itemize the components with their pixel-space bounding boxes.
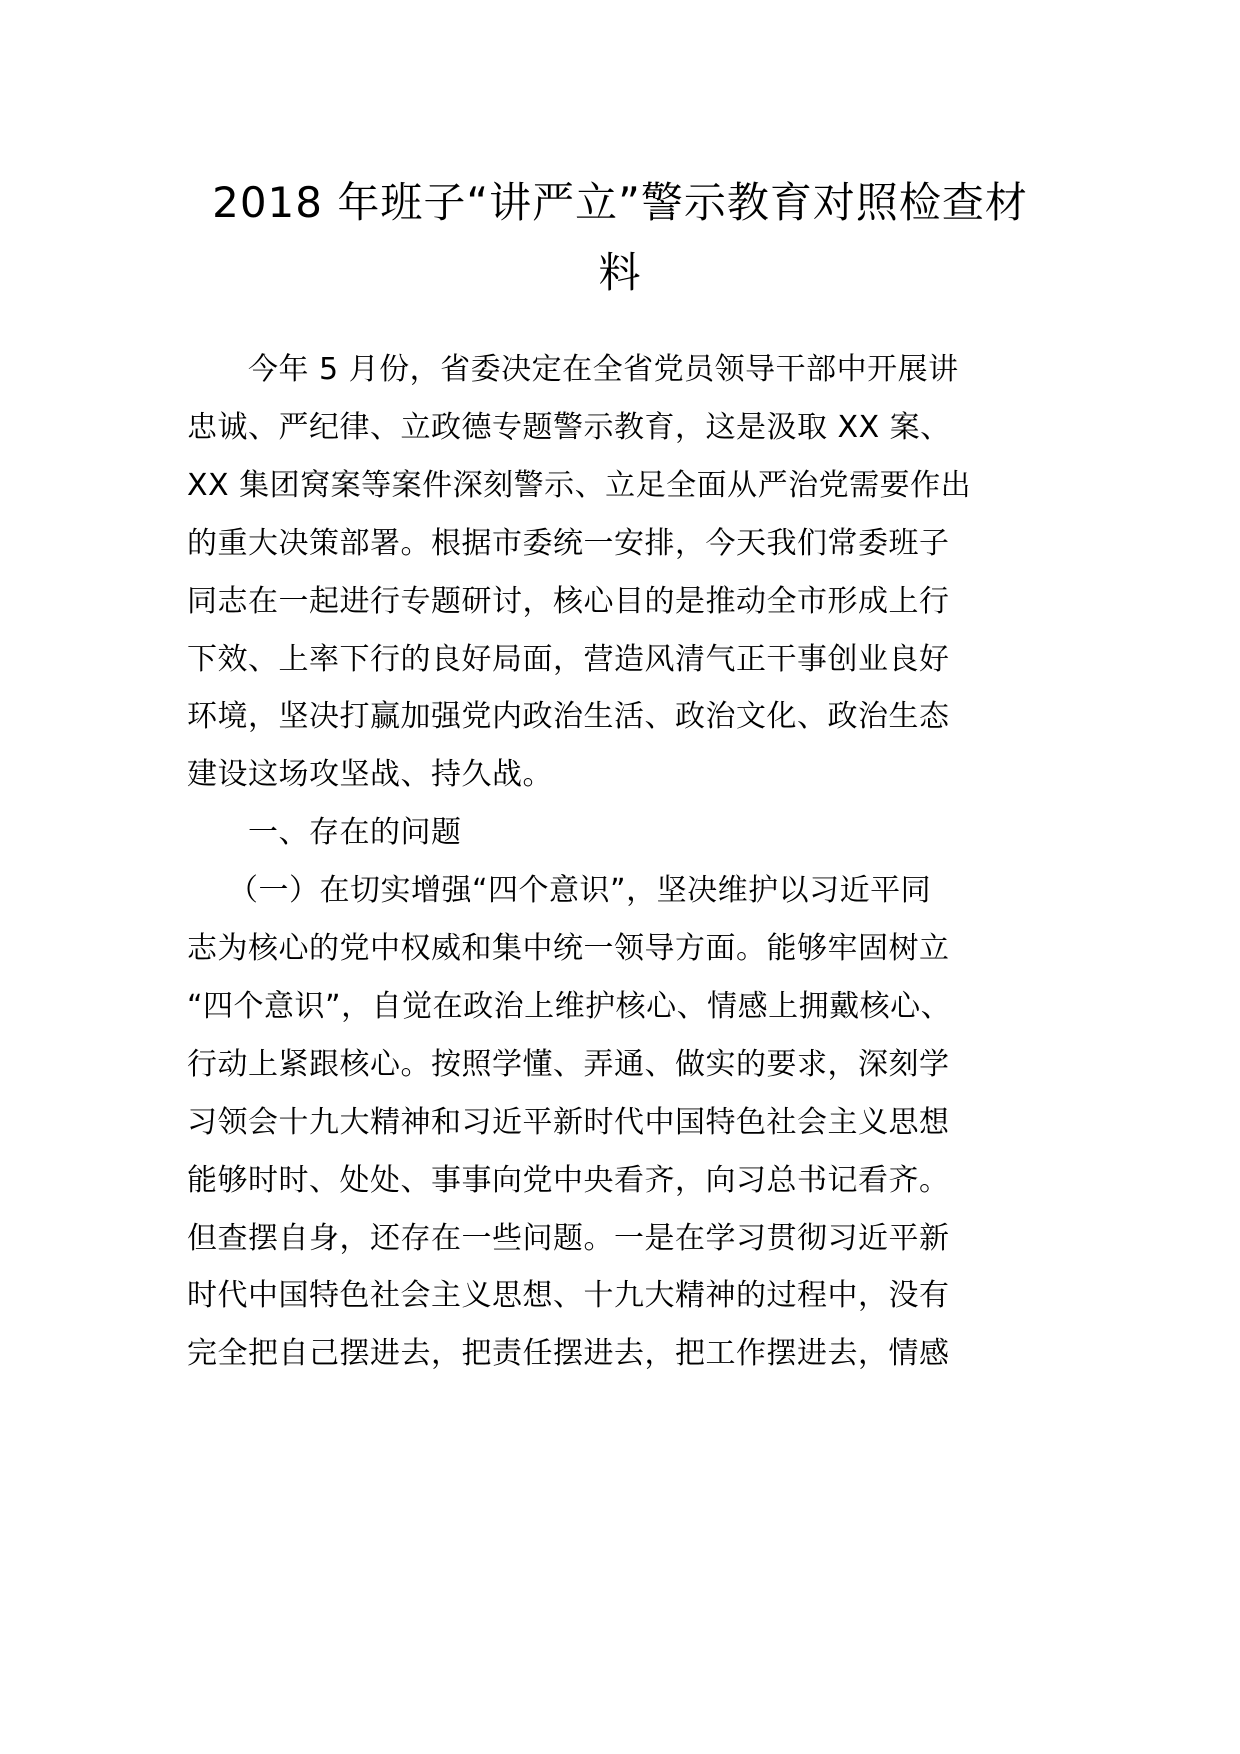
title-line-2: 料: [598, 248, 642, 297]
body-line: 完全把自己摆进去，把责任摆进去，把工作摆进去，情感: [187, 1336, 950, 1372]
body-line: 的重大决策部署。根据市委统一安排，今天我们常委班子: [187, 525, 950, 561]
body-line: 志为核心的党中权威和集中统一领导方面。能够牢固树立: [187, 931, 950, 966]
document-title: [150, 168, 1090, 308]
body-line: 行动上紧跟核心。按照学懂、弄通、做实的要求，深刻学: [187, 1046, 950, 1082]
body-line: 建设这场攻坚战、持久战。: [187, 757, 553, 793]
body-line: 忠诚、严纪律、立政德专题警示教育，这是汲取 XX 案、: [187, 409, 951, 445]
section-heading: 一、存在的问题: [248, 815, 462, 851]
body-line: 环境，坚决打赢加强党内政治生活、政治文化、政治生态: [187, 699, 950, 735]
body-line: 时代中国特色社会主义思想、十九大精神的过程中，没有: [187, 1278, 950, 1314]
body-line: 能够时时、处处、事事向党中央看齐，向习总书记看齐。: [187, 1162, 950, 1198]
body-line: 下效、上率下行的良好局面，营造风清气正干事创业良好: [187, 641, 950, 677]
body-line: 同志在一起进行专题研讨，核心目的是推动全市形成上行: [187, 583, 950, 619]
body-line: XX 集团窝案等案件深刻警示、立足全面从严治党需要作出: [187, 467, 972, 503]
body-line: 习领会十九大精神和习近平新时代中国特色社会主义思想: [187, 1104, 950, 1140]
title-line-1: 2018 年班子“讲严立”警示教育对照检查材: [212, 178, 1028, 227]
body-line: “四个意识”，自觉在政治上维护核心、情感上拥戴核心、: [187, 988, 952, 1024]
subsection-heading: （一）在切实增强“四个意识”，坚决维护以习近平同: [228, 873, 932, 909]
body-line: 但查摆自身，还存在一些问题。一是在学习贯彻习近平新: [187, 1220, 950, 1256]
body-line: 今年 5 月份，省委决定在全省党员领导干部中开展讲: [248, 352, 959, 387]
